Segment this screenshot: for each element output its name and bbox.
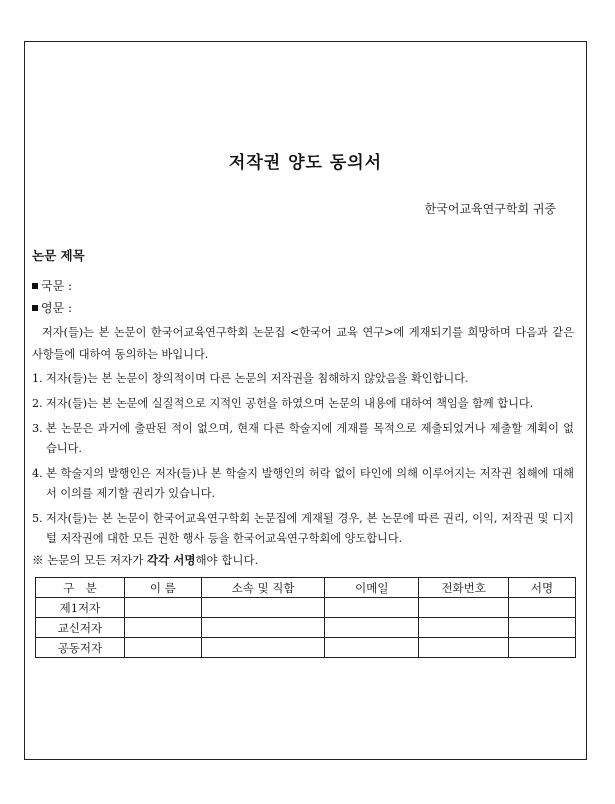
table-header-row xyxy=(36,578,576,598)
item-text: 본 논문은 과거에 출판된 적이 없으며, 현재 다른 학술지에 게재를 목적으로 제출되었거나 제출할 계획이 없습니다. xyxy=(46,422,574,455)
column-header: 소속 및 직함 xyxy=(201,578,325,598)
affiliation-cell[interactable] xyxy=(201,638,325,658)
affiliation-cell[interactable] xyxy=(201,598,325,618)
recipient: 한국어교육연구학회 귀중 xyxy=(424,202,556,216)
signature-cell[interactable] xyxy=(509,638,576,658)
item-text: 저자(들)는 본 논문에 실질적으로 지적인 공헌을 하였으며 논문의 내용에 대하여 책임을 함께 합니다. xyxy=(46,397,534,410)
name-cell[interactable] xyxy=(124,638,201,658)
row-label: 공동저자 xyxy=(36,638,125,658)
field-label: 국문 : xyxy=(41,279,73,293)
item-text: 저자(들)는 본 논문이 한국어교육연구학회 논문집에 게재될 경우, 본 논문에 따른 권리, 이익, 저작권 및 디지털 저작권에 대한 모든 권한 행사 등을 한국어교육연구학회에 양도합니다. xyxy=(46,512,574,545)
column-header: 전화번호 xyxy=(419,578,509,598)
document-title: 저작권 양도 동의서 xyxy=(228,153,383,173)
table-row xyxy=(36,598,576,618)
field-english-title[interactable] xyxy=(32,299,72,316)
agreement-item xyxy=(32,464,574,504)
square-bullet-icon xyxy=(32,305,38,311)
email-cell[interactable] xyxy=(325,598,419,618)
signature-note xyxy=(32,552,258,568)
item-number: 3. xyxy=(32,422,43,435)
phone-cell[interactable] xyxy=(419,598,509,618)
item-number: 4. xyxy=(32,467,43,480)
item-number: 1. xyxy=(32,372,43,385)
agreement-item xyxy=(32,369,574,389)
author-signature-table xyxy=(35,577,576,658)
note-bold: 각각 서명 xyxy=(147,553,196,567)
signature-cell[interactable] xyxy=(509,618,576,638)
name-cell[interactable] xyxy=(124,618,201,638)
column-header: 이 름 xyxy=(124,578,201,598)
document-frame xyxy=(24,41,587,760)
affiliation-cell[interactable] xyxy=(201,618,325,638)
item-number: 2. xyxy=(32,397,43,410)
item-text: 본 학술지의 발행인은 저자(들)나 본 학술지 발행인의 허락 없이 타인에 의해 이루어지는 저작권 침해에 대해서 이의를 제기할 권리가 있습니다. xyxy=(46,467,574,500)
row-label: 교신저자 xyxy=(36,618,125,638)
column-header: 이메일 xyxy=(325,578,419,598)
intro-paragraph: 저자(들)는 본 논문이 한국어교육연구학회 논문집 <한국어 교육 연구>에 게재되기를 희망하며 다음과 같은 사항들에 대하여 동의하는 바입니다. xyxy=(32,326,574,361)
email-cell[interactable] xyxy=(325,638,419,658)
agreement-list xyxy=(32,369,574,554)
square-bullet-icon xyxy=(32,283,38,289)
name-cell[interactable] xyxy=(124,598,201,618)
column-header: 서명 xyxy=(509,578,576,598)
section-title: 논문 제목 xyxy=(32,248,85,263)
agreement-item xyxy=(32,509,574,549)
agreement-item xyxy=(32,394,574,414)
field-label: 영문 : xyxy=(41,301,73,315)
table-row xyxy=(36,618,576,638)
note-prefix: ※ 논문의 모든 저자가 xyxy=(32,553,147,567)
table-row xyxy=(36,638,576,658)
signature-cell[interactable] xyxy=(509,598,576,618)
field-korean-title[interactable] xyxy=(32,277,72,294)
phone-cell[interactable] xyxy=(419,618,509,638)
email-cell[interactable] xyxy=(325,618,419,638)
agreement-item xyxy=(32,419,574,459)
note-suffix: 해야 합니다. xyxy=(195,553,259,567)
row-label: 제1저자 xyxy=(36,598,125,618)
item-text: 저자(들)는 본 논문이 창의적이며 다른 논문의 저작권을 침해하지 않았음을 확인합니다. xyxy=(46,372,469,385)
phone-cell[interactable] xyxy=(419,638,509,658)
column-header: 구 분 xyxy=(36,578,125,598)
item-number: 5. xyxy=(32,512,43,525)
